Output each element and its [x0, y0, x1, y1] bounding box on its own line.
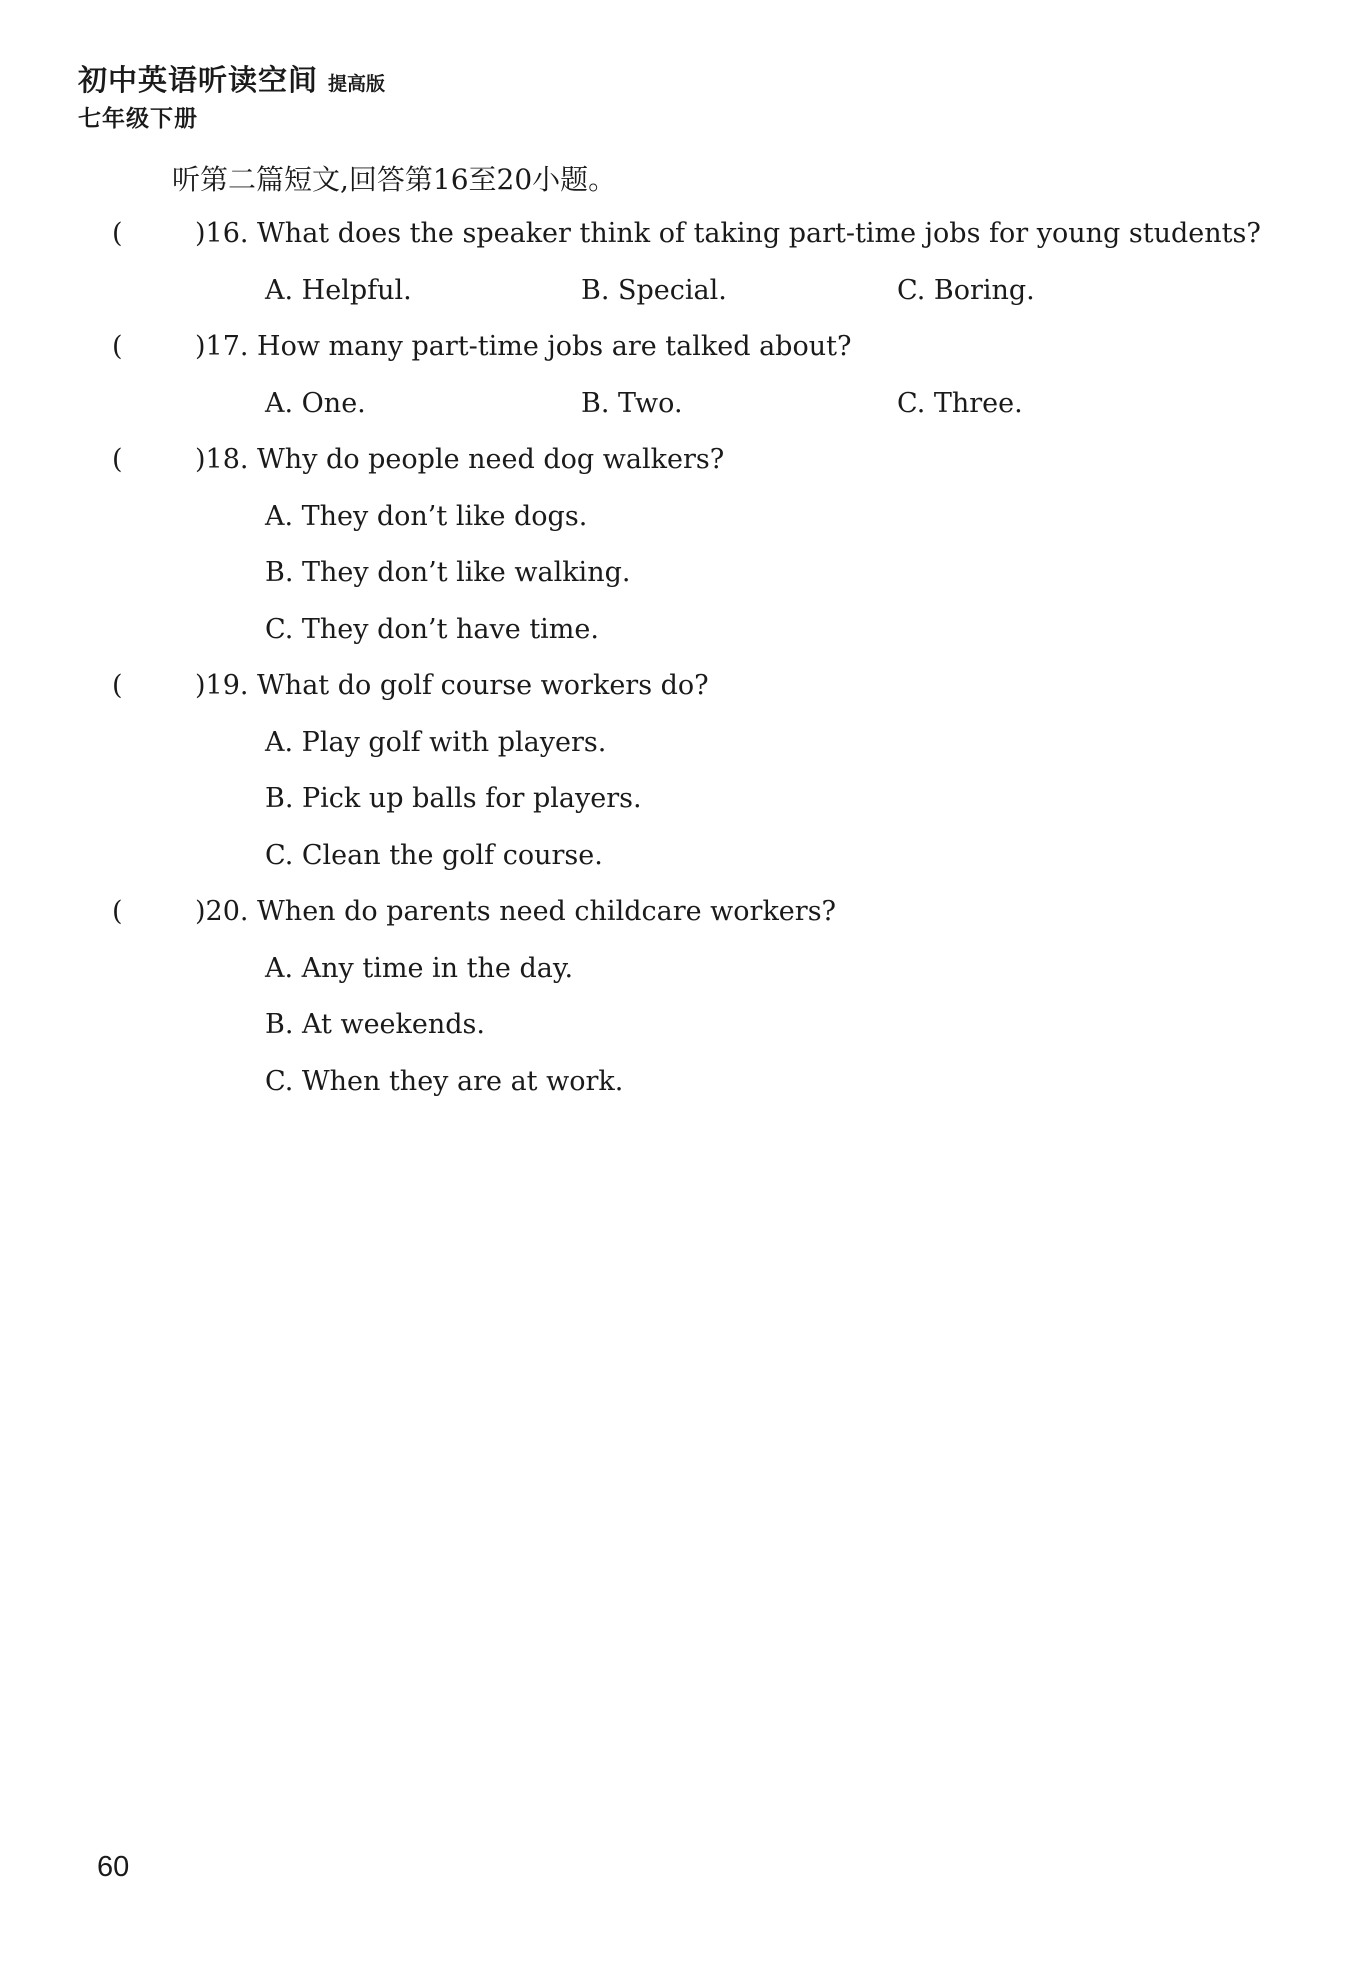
- question-text: )17. How many part-time jobs are talked about?: [195, 331, 852, 362]
- option-b: B. Two.: [581, 388, 683, 419]
- option-a: A. Play golf with players.: [265, 727, 607, 758]
- option-a: A. They don’t like dogs.: [265, 501, 588, 532]
- option-a: A. Helpful.: [265, 275, 412, 306]
- question-text: )16. What does the speaker think of taking part-time jobs for young students?: [195, 218, 1261, 249]
- answer-blank[interactable]: (: [112, 444, 123, 475]
- book-edition: 提高版: [328, 73, 386, 95]
- option-c: C. When they are at work.: [265, 1066, 624, 1097]
- answer-blank[interactable]: (: [112, 670, 123, 701]
- option-c: C. Clean the golf course.: [265, 840, 603, 871]
- option-c: C. Three.: [897, 388, 1023, 419]
- option-b: B. They don’t like walking.: [265, 557, 631, 588]
- header-title: [78, 58, 385, 99]
- question-text: )20. When do parents need childcare workers?: [195, 896, 837, 927]
- answer-blank[interactable]: (: [112, 896, 123, 927]
- page-number: 60: [97, 1851, 130, 1883]
- option-b: B. Special.: [581, 275, 727, 306]
- option-a: A. Any time in the day.: [265, 953, 574, 984]
- option-b: B. At weekends.: [265, 1009, 485, 1040]
- answer-blank[interactable]: (: [112, 218, 123, 249]
- option-a: A. One.: [265, 388, 366, 419]
- book-title: 初中英语听读空间: [78, 63, 319, 97]
- option-c: C. They don’t have time.: [265, 614, 599, 645]
- section-instruction: 听第二篇短文,回答第16至20小题。: [172, 163, 617, 196]
- question-text: )18. Why do people need dog walkers?: [195, 444, 725, 475]
- answer-blank[interactable]: (: [112, 331, 123, 362]
- option-b: B. Pick up balls for players.: [265, 783, 642, 814]
- book-grade: 七年级下册: [78, 106, 198, 132]
- option-c: C. Boring.: [897, 275, 1035, 306]
- question-text: )19. What do golf course workers do?: [195, 670, 709, 701]
